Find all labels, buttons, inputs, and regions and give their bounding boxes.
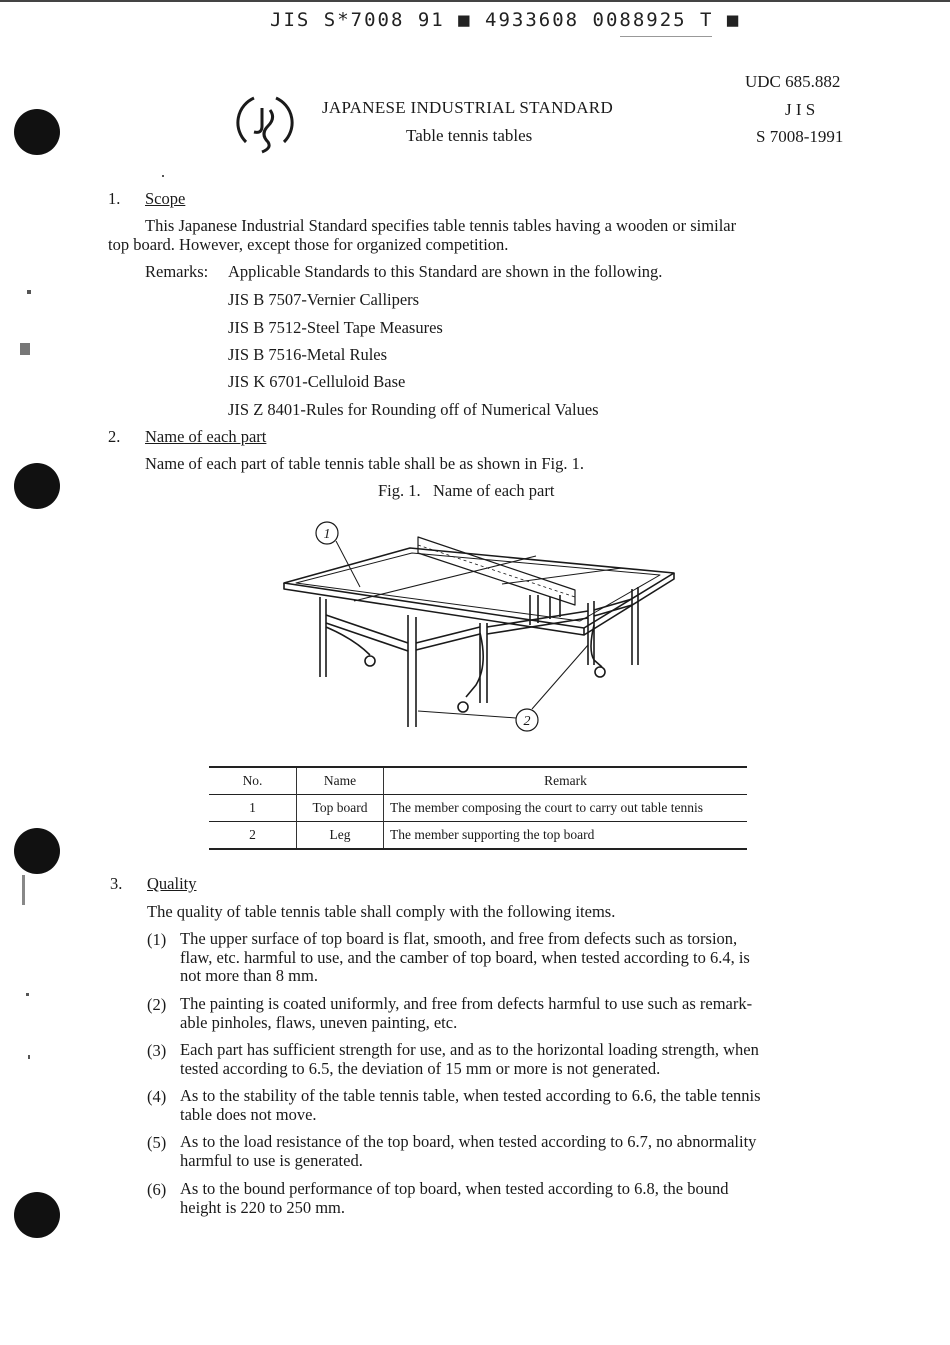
remarks-label: Remarks: xyxy=(145,262,209,281)
item-line: harmful to use is generated. xyxy=(180,1150,363,1170)
reference-standard: JIS Z 8401-Rules for Rounding off of Numerical Values xyxy=(228,400,599,419)
cell-remark: The member supporting the top board xyxy=(384,822,748,850)
item-number: (6) xyxy=(147,1180,167,1199)
item-line: As to the bound performance of top board, when tested according to 6.8, the bound xyxy=(180,1179,729,1198)
item-number: (4) xyxy=(147,1087,167,1106)
figure-caption: Fig. 1. Name of each part xyxy=(378,481,555,500)
scan-top-edge xyxy=(0,0,950,2)
section-heading: Quality xyxy=(147,874,197,893)
standard-title: JAPANESE INDUSTRIAL STANDARD xyxy=(322,98,614,117)
punch-hole xyxy=(14,1192,60,1238)
cell-remark: The member composing the court to carry out table tennis xyxy=(384,795,748,822)
scan-speck xyxy=(162,175,164,177)
parts-table xyxy=(209,766,747,850)
cell-no: 1 xyxy=(249,800,256,815)
punch-hole xyxy=(14,109,60,155)
item-line: The painting is coated uniformly, and free from defects harmful to use such as remark- xyxy=(180,994,753,1013)
quality-item xyxy=(180,1180,840,1217)
callout-1-label: 1 xyxy=(323,527,331,542)
udc-number: UDC 685.882 xyxy=(745,72,841,91)
item-number: (2) xyxy=(147,995,167,1014)
reference-standard: JIS B 7512-Steel Tape Measures xyxy=(228,318,443,337)
reference-standard: JIS B 7507-Vernier Callipers xyxy=(228,290,420,309)
standard-subtitle: Table tennis tables xyxy=(406,126,533,145)
scan-speck xyxy=(28,1055,30,1059)
col-header-remark: Remark xyxy=(384,767,748,795)
jis-mark: J I S xyxy=(785,100,816,119)
item-number: (1) xyxy=(147,930,167,949)
item-number: (3) xyxy=(147,1041,167,1060)
quality-intro: The quality of table tennis table shall comply with the following items. xyxy=(147,902,616,921)
scan-speck xyxy=(26,993,29,996)
table-tennis-table-figure xyxy=(270,515,690,745)
cell-name: Leg xyxy=(297,822,384,850)
item-line: The upper surface of top board is flat, smooth, and free from defects such as torsion, xyxy=(180,929,738,948)
quality-item xyxy=(180,930,840,986)
item-line: table does not move. xyxy=(180,1104,317,1124)
punch-hole xyxy=(14,463,60,509)
col-header-no: No. xyxy=(242,773,263,788)
section-heading: Scope xyxy=(145,189,186,208)
section-number: 2. xyxy=(108,427,121,446)
table-row xyxy=(209,795,747,822)
callout-2-label: 2 xyxy=(523,714,531,729)
cell-name: Top board xyxy=(297,795,384,822)
section-number: 3. xyxy=(110,874,123,893)
table-header-row xyxy=(209,767,747,795)
scope-body-line: top board. However, except those for organized competition. xyxy=(108,235,509,254)
punch-hole xyxy=(14,828,60,874)
cell-no: 2 xyxy=(249,827,256,842)
quality-item xyxy=(180,995,840,1032)
scope-body-line: This Japanese Industrial Standard specifies table tennis tables having a wooden or similar xyxy=(145,216,737,235)
scan-speck xyxy=(22,875,25,905)
section-number: 1. xyxy=(108,189,121,208)
scan-speck xyxy=(27,290,31,294)
header-code: JIS S*7008 91 ■ 4933608 0088925 T ■ xyxy=(270,9,741,31)
item-line: As to the load resistance of the top board, when tested according to 6.7, no abnormality xyxy=(180,1132,757,1151)
col-header-name: Name xyxy=(297,767,384,795)
jis-logo xyxy=(232,90,298,156)
item-number: (5) xyxy=(147,1133,167,1152)
table-row xyxy=(209,822,747,850)
names-body: Name of each part of table tennis table shall be as shown in Fig. 1. xyxy=(145,454,584,473)
standard-number: S 7008-1991 xyxy=(756,127,844,146)
quality-item xyxy=(180,1133,840,1170)
quality-item xyxy=(180,1087,840,1124)
item-line: flaw, etc. harmful to use, and the camber of top board, when tested according to 6.4, is xyxy=(180,947,750,967)
section-heading: Name of each part xyxy=(145,427,267,446)
item-line: As to the stability of the table tennis table, when tested according to 6.6, the table tennis xyxy=(180,1086,761,1105)
item-line: height is 220 to 250 mm. xyxy=(180,1197,345,1217)
item-line: Each part has sufficient strength for use, and as to the horizontal loading strength, when xyxy=(180,1040,759,1059)
remarks-text: Applicable Standards to this Standard are shown in the following. xyxy=(228,262,663,281)
reference-standard: JIS K 6701-Celluloid Base xyxy=(228,372,406,391)
item-line: not more than 8 mm. xyxy=(180,966,318,985)
scan-speck xyxy=(20,343,30,355)
item-line: tested according to 6.5, the deviation of 15 mm or more is not generated. xyxy=(180,1058,661,1078)
item-line: able pinholes, flaws, uneven painting, etc. xyxy=(180,1012,458,1032)
reference-standard: JIS B 7516-Metal Rules xyxy=(228,345,388,364)
quality-item xyxy=(180,1041,840,1078)
header-code-underline xyxy=(620,36,712,37)
